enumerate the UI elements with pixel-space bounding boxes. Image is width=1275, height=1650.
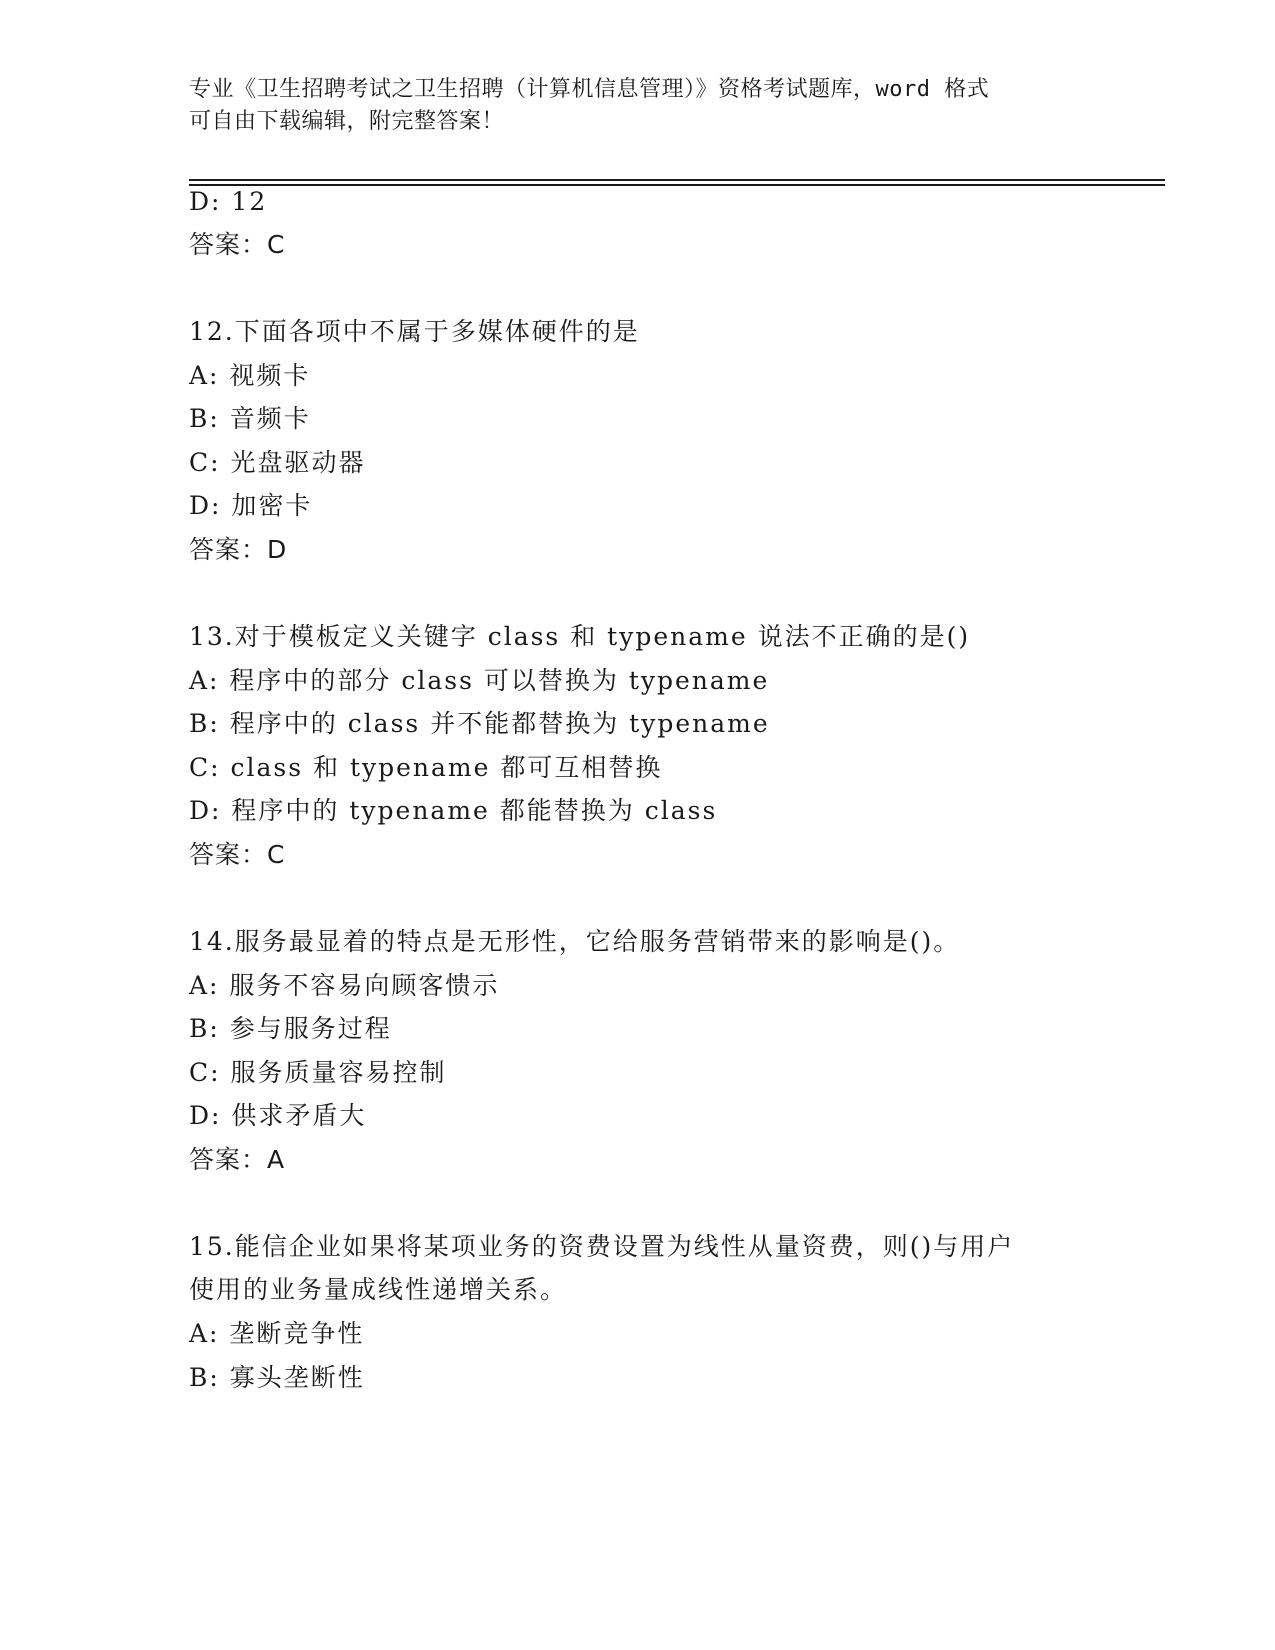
question-13-answer: 答案：C — [189, 840, 286, 869]
header-divider-top — [189, 179, 1165, 181]
question-13-option-d: D: 程序中的 typename 都能替换为 class — [189, 796, 718, 825]
question-12-option-c: C: 光盘驱动器 — [189, 448, 366, 477]
question-13-option-c: C: class 和 typename 都可互相替换 — [189, 753, 663, 782]
question-14-option-d: D: 供求矛盾大 — [189, 1101, 367, 1130]
prev-answer: 答案：C — [189, 230, 286, 259]
question-14-option-a: A: 服务不容易向顾客愦示 — [189, 971, 500, 1000]
document-header — [189, 74, 1089, 138]
header-line-1: 专业《卫生招聘考试之卫生招聘（计算机信息管理）》资格考试题库，word 格式 — [189, 77, 990, 102]
question-13-option-a: A: 程序中的部分 class 可以替换为 typename — [189, 666, 770, 695]
question-15-stem-line-1: 15.能信企业如果将某项业务的资费设置为线性从量资费，则()与用户 — [189, 1232, 1015, 1261]
prev-option-d: D: 12 — [189, 187, 268, 216]
question-13-stem: 13.对于模板定义关键字 class 和 typename 说法不正确的是() — [189, 622, 971, 651]
question-12-option-d: D: 加密卡 — [189, 491, 313, 520]
question-14-answer: 答案：A — [189, 1145, 286, 1174]
question-14-option-b: B: 参与服务过程 — [189, 1014, 392, 1043]
question-12-stem: 12.下面各项中不属于多媒体硬件的是 — [189, 317, 640, 346]
question-14-stem: 14.服务最显着的特点是无形性，它给服务营销带来的影响是()。 — [189, 927, 961, 956]
question-12-option-b: B: 音频卡 — [189, 404, 311, 433]
question-15-option-a: A: 垄断竞争性 — [189, 1319, 365, 1348]
question-14-option-c: C: 服务质量容易控制 — [189, 1058, 447, 1087]
header-line-2: 可自由下载编辑，附完整答案！ — [189, 109, 505, 134]
question-12-option-a: A: 视频卡 — [189, 361, 311, 390]
header-divider-bottom — [189, 184, 1165, 186]
question-12-answer: 答案：D — [189, 535, 288, 564]
question-15-stem-line-2: 使用的业务量成线性递增关系。 — [189, 1275, 568, 1304]
question-13-option-b: B: 程序中的 class 并不能都替换为 typename — [189, 709, 770, 738]
question-15-option-b: B: 寡头垄断性 — [189, 1363, 365, 1392]
